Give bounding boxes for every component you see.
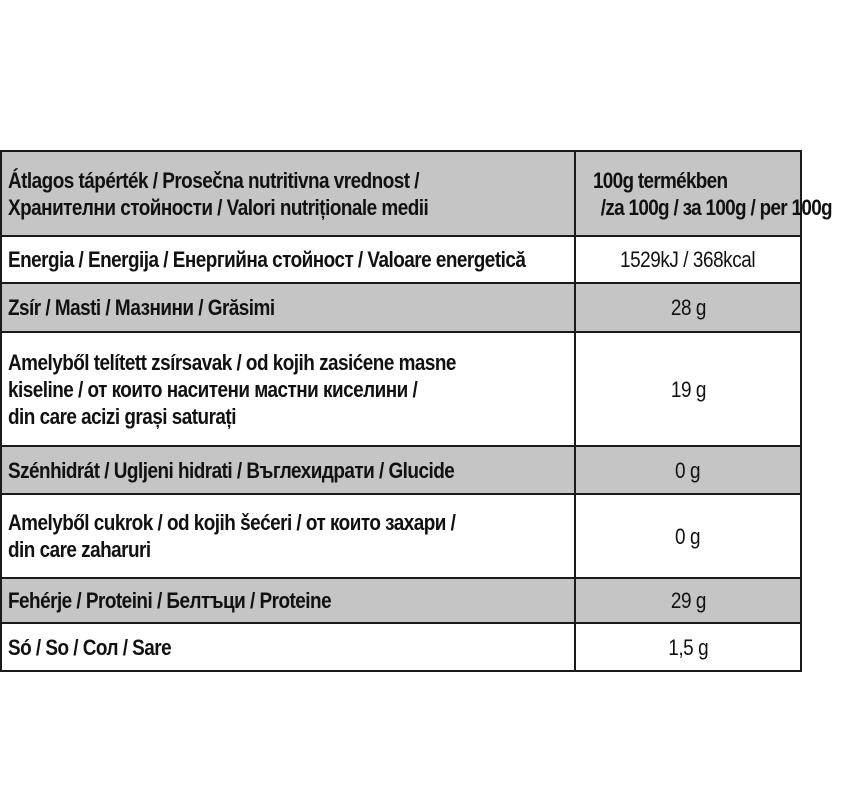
row-value-fat: 28 g (670, 295, 706, 320)
row-value-cell (575, 236, 801, 283)
row-label-cell (1, 446, 575, 494)
header-label-cell (1, 151, 575, 236)
row-label-sugars-line-2: din care zaharuri (8, 537, 151, 562)
row-value-cell (575, 283, 801, 332)
header-label-line-1: Átlagos tápérték / Prosečna nutritivna vrednost / (8, 167, 420, 193)
table-row-fat (1, 283, 801, 332)
row-label-saturated-line-3: din care acizi grași saturați (8, 403, 236, 429)
row-value-salt: 1,5 g (668, 634, 708, 660)
table-row-protein (1, 578, 801, 623)
row-value-protein: 29 g (670, 588, 706, 613)
table-row-energy (1, 236, 801, 283)
header-value-line-2: /za 100g / за 100g / per 100g (600, 194, 832, 220)
table-row-salt (1, 623, 801, 671)
row-label-fat: Zsír / Masti / Мазнини / Grăsimi (8, 295, 275, 320)
row-label-cell (1, 236, 575, 283)
row-label-cell (1, 332, 575, 446)
row-value-energy: 1529kJ / 368kcal (620, 247, 756, 272)
nutrition-table (0, 150, 832, 672)
row-label-saturated-line-1: Amelyből telített zsírsavak / od kojih zasićene masne (8, 349, 456, 375)
row-label-cell (1, 283, 575, 332)
row-value-cell (575, 332, 801, 446)
row-value-cell (575, 494, 801, 578)
row-label-saturated-line-2: kiseline / от които наситени мастни киселини / (8, 376, 418, 402)
row-label-carbohydrates: Szénhidrát / Ugljeni hidrati / Въглехидрати / Glucide (8, 457, 455, 483)
table-row-carbohydrates (1, 446, 801, 494)
row-label-protein: Fehérje / Proteini / Белтъци / Proteine (8, 588, 332, 613)
nutrition-table-wrapper (0, 150, 832, 660)
row-label-salt: Só / So / Сол / Sare (8, 634, 172, 660)
row-label-energy: Energia / Energija / Енергийна стойност / Valoare energetică (8, 247, 526, 272)
row-value-carbohydrates: 0 g (675, 457, 701, 483)
header-label-line-2: Хранителни стойности / Valori nutriționale medii (8, 194, 429, 220)
row-value-saturated-fat: 19 g (670, 376, 706, 402)
row-label-cell (1, 494, 575, 578)
row-value-cell (575, 578, 801, 623)
header-value-cell (575, 151, 832, 236)
row-label-sugars-line-1: Amelyből cukrok / od kojih šećeri / от които захари / (8, 510, 456, 535)
row-value-cell (575, 623, 801, 671)
row-label-cell (1, 578, 575, 623)
table-row-saturated-fat (1, 332, 801, 446)
row-value-sugars: 0 g (675, 523, 701, 549)
table-row-sugars (1, 494, 801, 578)
header-value-line-1: 100g termékben (592, 167, 728, 193)
table-header-row (1, 151, 801, 236)
row-label-cell (1, 623, 575, 671)
row-value-cell (575, 446, 801, 494)
